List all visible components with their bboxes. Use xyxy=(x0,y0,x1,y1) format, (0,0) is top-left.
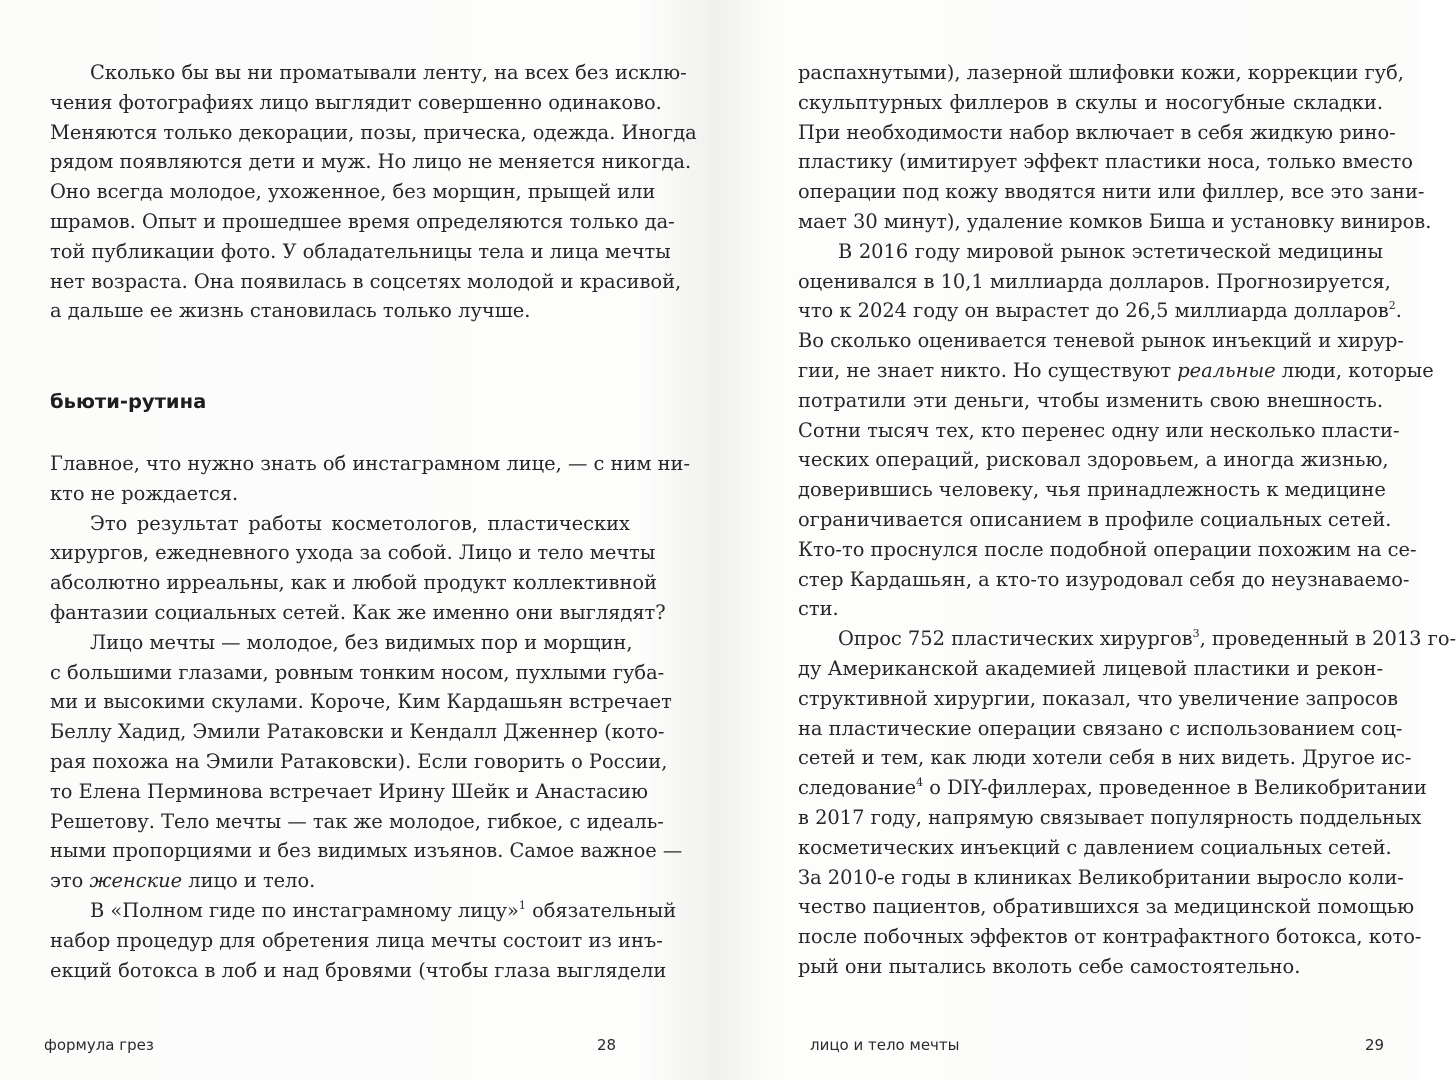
section-heading: бьюти-рутина xyxy=(50,390,207,413)
text-line: а дальше ее жизнь становилась только лучше. xyxy=(50,299,531,323)
text-span: следование xyxy=(798,776,917,800)
text-line: сти. xyxy=(798,597,839,621)
running-footer: лицо и тело мечты xyxy=(810,1036,960,1054)
text-line: косметических инъекций с давлением социальных сетей. xyxy=(798,835,1392,859)
text-line: Лицо мечты — молодое, без видимых пор и морщин, xyxy=(90,630,633,654)
text-line: хирургов, ежедневного ухода за собой. Лицо и тело мечты xyxy=(50,541,656,565)
text-line: Решетову. Тело мечты — так же молодое, гибкое, с идеаль- xyxy=(50,809,664,833)
text-line: чество пациентов, обратившихся за медицинской помощью xyxy=(798,895,1415,919)
text-line: операции под кожу вводятся нити или филлер, все это зани- xyxy=(798,180,1425,204)
text-line: кто не рождается. xyxy=(50,481,239,505)
text-span: В «Полном гиде по инстаграмному лицу» xyxy=(90,898,519,922)
text-span: гии, не знает никто. Но существуют xyxy=(798,358,1178,382)
text-span: что к 2024 году он вырастет до 26,5 миллиарда долларов xyxy=(798,299,1389,323)
paragraph-continued xyxy=(798,58,1456,982)
text-line: ными пропорциями и без видимых изъянов. Самое важное — xyxy=(50,839,683,863)
text-line: Беллу Хадид, Эмили Ратаковски и Кендалл Дженнер (кото- xyxy=(50,720,665,744)
text-line: структивной хирургии, показал, что увеличение запросов xyxy=(798,686,1399,710)
paragraph-main xyxy=(50,449,691,985)
text-line: За 2010-е годы в клиниках Великобритании выросло коли- xyxy=(798,865,1404,889)
text-line: абсолютно ирреальны, как и любой продукт коллективной xyxy=(50,571,657,595)
text-line: Сотни тысяч тех, кто перенес одну или несколько пласти- xyxy=(798,418,1400,442)
text-line: оценивался в 10,1 миллиарда долларов. Прогнозируется, xyxy=(798,269,1391,293)
paragraph-intro xyxy=(50,58,697,326)
text-line: Оно всегда молодое, ухоженное, без морщин, прыщей или xyxy=(50,180,656,204)
text-span: лицо и тело. xyxy=(182,869,316,893)
text-line: набор процедур для обретения лица мечты состоит из инъ- xyxy=(50,928,663,952)
text-line: чения фотографиях лицо выглядит совершенно одинаково. xyxy=(50,90,662,114)
text-line: доверившись человеку, чья принадлежность к медицине xyxy=(798,478,1386,502)
text-line: в 2017 году, напрямую связывает популярность поддельных xyxy=(798,805,1422,829)
text-line xyxy=(798,356,1434,386)
text-line: шрамов. Опыт и прошедшее время определяются только да- xyxy=(50,209,675,233)
text-line: той публикации фото. У обладательницы тела и лица мечты xyxy=(50,239,671,263)
text-line: стер Кардашьян, а кто-то изуродовал себя до неузнаваемо- xyxy=(798,567,1410,591)
text-line: Это результат работы косметологов, пластических xyxy=(90,511,630,535)
text-line: При необходимости набор включает в себя жидкую рино- xyxy=(798,120,1396,144)
text-span: обязательный xyxy=(525,898,677,922)
text-line: Меняются только декорации, позы, прическа, одежда. Иногда xyxy=(50,120,697,144)
text-line: распахнутыми), лазерной шлифовки кожи, коррекции губ, xyxy=(798,61,1404,84)
text-line: на пластические операции связано с использованием соц- xyxy=(798,716,1403,740)
emphasis-text: реальные xyxy=(1177,358,1276,382)
text-line: пластику (имитирует эффект пластики носа, только вместо xyxy=(798,150,1413,174)
text-line: рядом появляются дети и муж. Но лицо не меняется никогда. xyxy=(50,150,692,174)
text-line: с большими глазами, ровным тонким носом, пухлыми губа- xyxy=(50,660,665,684)
text-span: о DIY-филлерах, проведенное в Великобритании xyxy=(923,776,1427,800)
text-line: рая похожа на Эмили Ратаковски). Если говорить о России, xyxy=(50,749,668,773)
text-line: сетей и тем, как люди хотели себя в них видеть. Другое ис- xyxy=(798,746,1412,770)
text-span: люди, которые xyxy=(1275,358,1434,382)
text-line: рый они пытались вколоть себе самостоятельно. xyxy=(798,954,1301,978)
text-line: потратили эти деньги, чтобы изменить свою внешность. xyxy=(798,388,1383,412)
text-line: Сколько бы вы ни проматывали ленту, на всех без исклю- xyxy=(90,61,687,84)
emphasis-text: женские xyxy=(89,869,183,893)
text-line: мает 30 минут), удаление комков Биша и установку виниров. xyxy=(798,209,1432,233)
text-line xyxy=(50,896,677,926)
text-line: фантазии социальных сетей. Как же именно они выглядят? xyxy=(50,600,666,624)
footnote-ref: 2 xyxy=(1388,299,1396,313)
text-line: Во сколько оценивается теневой рынок инъекций и хирур- xyxy=(798,329,1404,353)
text-line: Кто-то проснулся после подобной операции похожим на се- xyxy=(798,537,1417,561)
text-line xyxy=(798,624,1456,654)
text-line: ческих операций, рисковал здоровьем, а иногда жизнью, xyxy=(798,448,1389,472)
text-span: это xyxy=(50,869,90,893)
text-line: ограничивается описанием в профиле социальных сетей. xyxy=(798,507,1392,531)
footnote-ref: 3 xyxy=(1192,627,1200,641)
text-line: ми и высокими скулами. Короче, Ким Кардашьян встречает xyxy=(50,690,672,714)
running-footer: формула грез xyxy=(44,1036,154,1054)
text-line xyxy=(798,296,1402,326)
text-line: после побочных эффектов от контрафактного ботокса, кото- xyxy=(798,925,1422,949)
text-line: екций ботокса в лоб и над бровями (чтобы глаза выглядели xyxy=(50,958,667,982)
page-number: 28 xyxy=(597,1036,617,1054)
text-span: Опрос 752 пластических хирургов xyxy=(838,627,1193,651)
text-line: скульптурных филлеров в скулы и носогубные складки. xyxy=(798,90,1383,114)
text-span: , проведенный в 2013 го- xyxy=(1199,627,1456,651)
footnote-ref: 1 xyxy=(518,898,526,912)
text-line: то Елена Перминова встречает Ирину Шейк и Анастасию xyxy=(50,779,648,803)
text-line: В 2016 году мировой рынок эстетической медицины xyxy=(838,239,1383,263)
text-span: . xyxy=(1395,299,1402,323)
left-page xyxy=(0,0,710,1080)
text-line: нет возраста. Она появилась в соцсетях молодой и красивой, xyxy=(50,269,682,293)
text-line: ду Американской академией лицевой пластики и рекон- xyxy=(798,656,1383,680)
page-number: 29 xyxy=(1365,1036,1385,1054)
text-line xyxy=(50,866,630,896)
footnote-ref: 4 xyxy=(916,776,924,790)
text-line xyxy=(798,773,1427,803)
text-line: Главное, что нужно знать об инстаграмном лице, — с ним ни- xyxy=(50,452,691,475)
